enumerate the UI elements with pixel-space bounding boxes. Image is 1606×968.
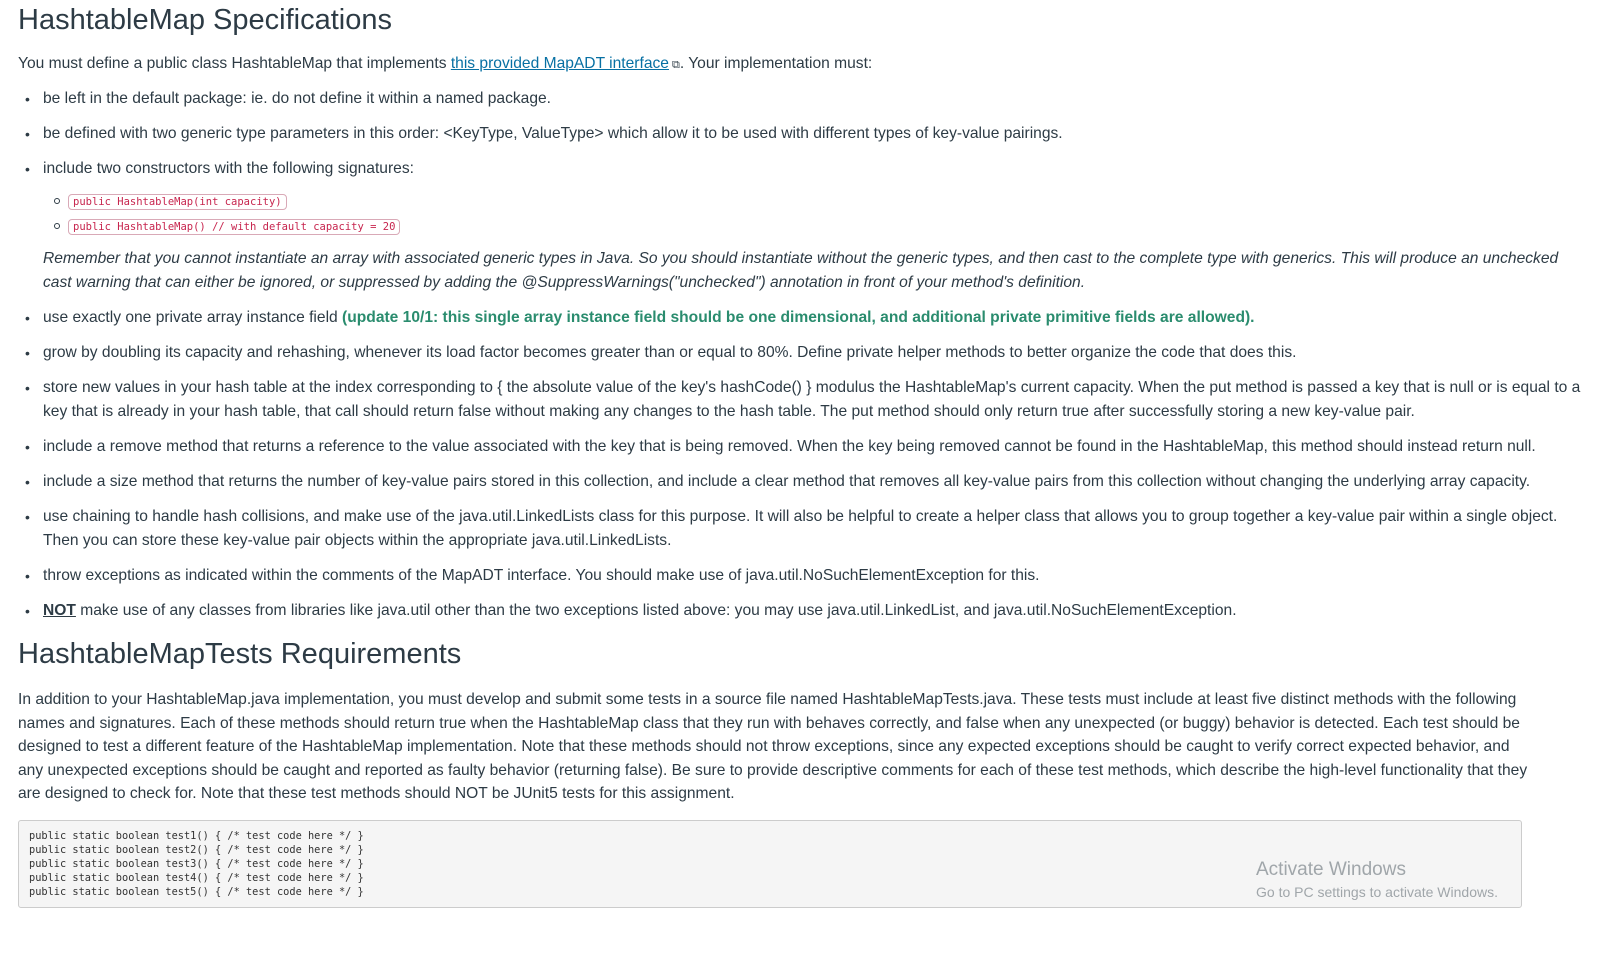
list-item-text: use chaining to handle hash collisions, and make use of the java.util.LinkedLists class for this purpose. It will also be helpful to create a helper class that allows you to group together a key-value pair within a single object. Then you can store these key-value pair objects within the appropriate java.util.LinkedLists. xyxy=(43,508,1558,549)
list-item xyxy=(18,122,1588,146)
constructor-list xyxy=(43,189,1588,239)
list-item-text: be defined with two generic type parameters in this order: <KeyType, ValueType> which allow it to be used with different types of key-value pairings. xyxy=(43,125,1063,142)
list-item xyxy=(18,306,1588,330)
list-item xyxy=(18,564,1588,588)
mapadt-interface-link[interactable]: this provided MapADT interface xyxy=(450,55,669,72)
activate-windows-watermark xyxy=(1256,858,1498,902)
list-item xyxy=(18,470,1588,494)
list-item-text: store new values in your hash table at the index corresponding to { the absolute value of the key's hashCode() } modulus the HashtableMap's current capacity. When the put method is passed a key that is null or is equal to a key that is already in your hash table, that call should return false without making any changes to the hash table. The put method should only return true after successfully storing a new key-value pair. xyxy=(43,379,1581,420)
constructor-item xyxy=(53,214,1588,239)
list-item-text: include a remove method that returns a reference to the value associated with the key that is being removed. When the key being removed cannot be found in the HashtableMap, this method should instead return null. xyxy=(43,438,1536,455)
intro-text-after: . Your implementation must: xyxy=(679,55,873,72)
list-item xyxy=(18,376,1588,424)
list-item xyxy=(18,505,1588,553)
list-item-text: include two constructors with the following signatures: xyxy=(43,160,414,177)
requirements-list xyxy=(18,87,1588,623)
external-link-icon: ⧉ xyxy=(671,59,680,71)
generics-note: Remember that you cannot instantiate an array with associated generic types in Java. So you should instantiate without the generic types, and then cast to the complete type with generics. This will produce an unchecked cast warning that can either be ignored, or suppressed by adding the @SuppressWarnings("unchecked") annotation in front of your method's definition. xyxy=(43,250,1559,291)
constructor-signature-default: public HashtableMap() // with default capacity = 20 xyxy=(68,219,400,235)
test-methods-code-block: public static boolean test1() { /* test code here */ } public static boolean test2() { /* test code here */ } public static boolean test3() { /* test code here */ } public static boolean test4() { /* test code here */ } public static boolean test5() { /* test code here */ } xyxy=(18,820,1522,908)
watermark-title: Activate Windows xyxy=(1256,859,1406,880)
not-emphasis: NOT xyxy=(43,602,76,619)
list-item xyxy=(18,341,1588,365)
constructor-item xyxy=(53,189,1588,214)
list-item xyxy=(18,435,1588,459)
list-item xyxy=(18,157,1588,295)
list-item-text: use exactly one private array instance field xyxy=(43,309,343,326)
list-item-text: be left in the default package: ie. do not define it within a named package. xyxy=(43,90,552,107)
list-item-text: make use of any classes from libraries like java.util other than the two exceptions listed above: you may use java.util.LinkedList, and java.util.NoSuchElementException. xyxy=(75,602,1237,619)
list-item xyxy=(18,599,1588,623)
content xyxy=(18,0,1588,908)
watermark-subtitle: Go to PC settings to activate Windows. xyxy=(1256,884,1498,900)
list-item xyxy=(18,87,1588,111)
tests-paragraph: In addition to your HashtableMap.java implementation, you must develop and submit some tests in a source file named HashtableMapTests.java. These tests must include at least five distinct methods with the following names and signatures. Each of these methods should return true when the HashtableMap class that they run with behaves correctly, and false when any unexpected (or buggy) behavior is detected. Each test should be designed to test a different feature of the HashtableMap implementation. Note that these methods should not throw exceptions, since any expected exceptions should be caught to verify correct expected behavior, and any unexpected exceptions should be caught and reported as faulty behavior (returning false). Be sure to provide descriptive comments for each of these test methods, which describe the high-level functionality that they are designed to check for. Note that these test methods should NOT be JUnit5 tests for this assignment. xyxy=(18,691,1528,802)
list-item-text: include a size method that returns the number of key-value pairs stored in this collection, and include a clear method that removes all key-value pairs from this collection without changing the underlying array capacity. xyxy=(43,473,1531,490)
constructor-signature-capacity: public HashtableMap(int capacity) xyxy=(68,194,287,210)
list-item-text: throw exceptions as indicated within the comments of the MapADT interface. You should make use of java.util.NoSuchElementException for this. xyxy=(43,567,1040,584)
intro-paragraph xyxy=(18,52,1588,77)
list-item-text: grow by doubling its capacity and rehashing, whenever its load factor becomes greater than or equal to 80%. Define private helper methods to better organize the code that does this. xyxy=(43,344,1297,361)
intro-text-before: You must define a public class HashtableMap that implements xyxy=(18,55,451,72)
section-title-tests: HashtableMapTests Requirements xyxy=(18,638,462,670)
update-note: (update 10/1: this single array instance field should be one dimensional, and additional private primitive fields are allowed). xyxy=(342,309,1255,326)
section-title-specifications: HashtableMap Specifications xyxy=(18,4,392,36)
